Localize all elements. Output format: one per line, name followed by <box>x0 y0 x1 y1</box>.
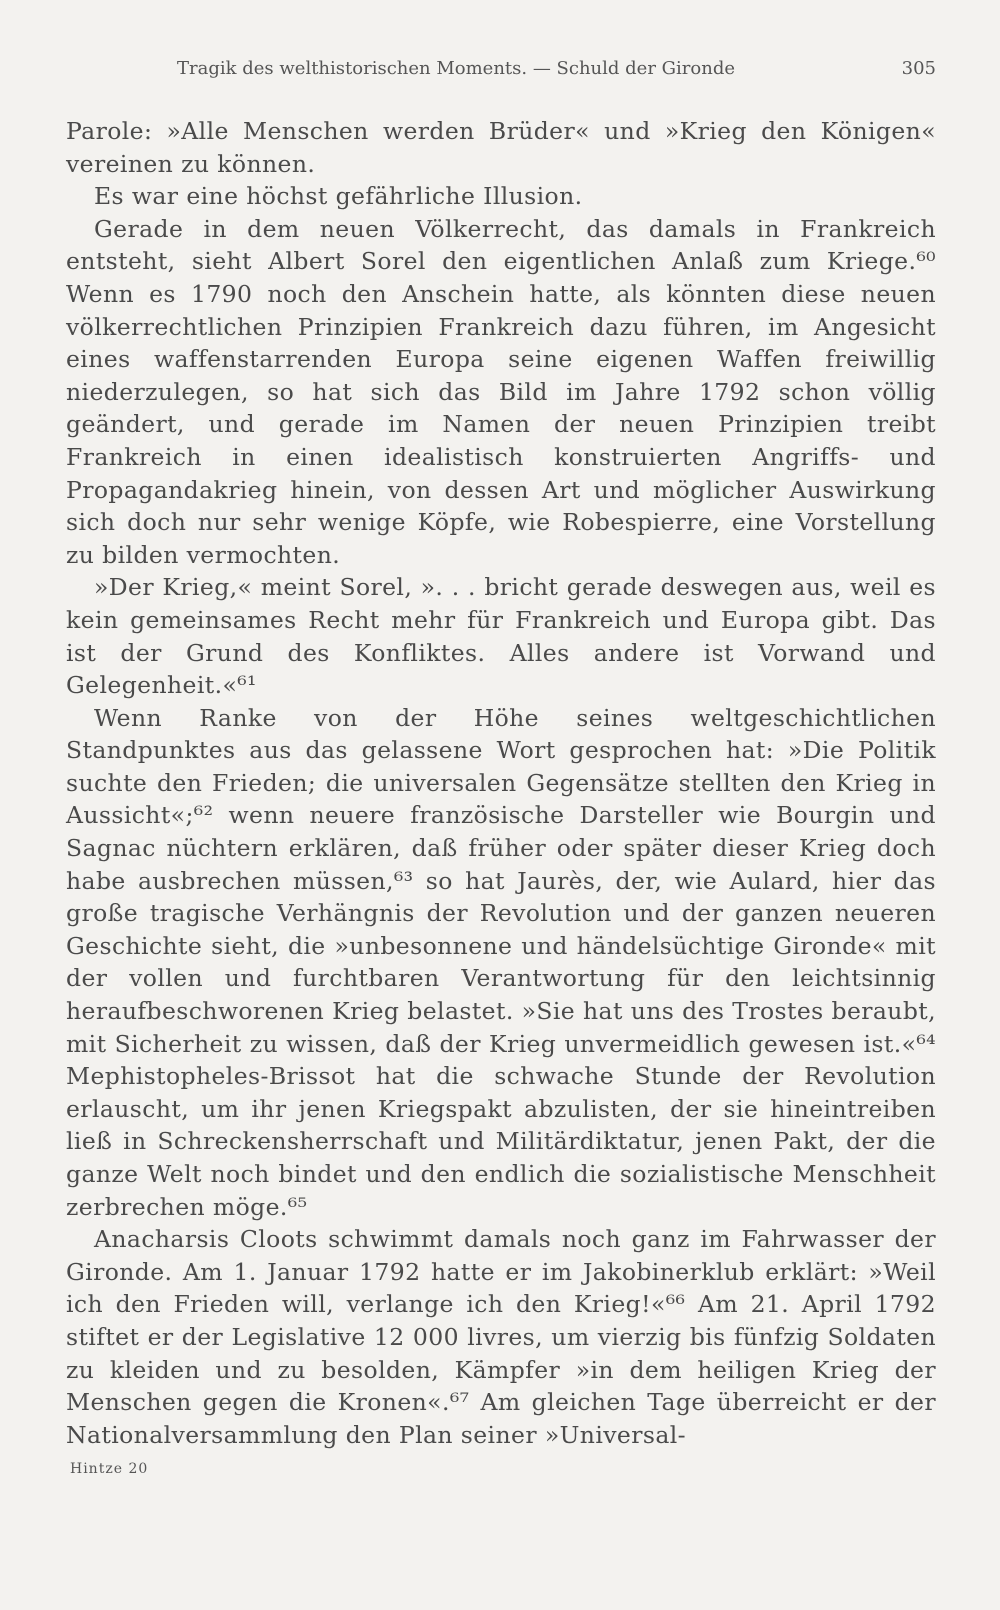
paragraph: Gerade in dem neuen Völkerrecht, das damals in Frankreich entsteht, sieht Albert Sorel den eigentlichen Anlaß zum Kriege.⁶⁰ Wenn es 1790 noch den Anschein hatte, als könnten diese neuen völkerrechtlichen Prinzipien Frankreich dazu führen, im Angesicht eines waffenstarrenden Europa seine eigenen Waffen freiwillig niederzulegen, so hat sich das Bild im Jahre 1792 schon völlig geändert, und gerade im Namen der neuen Prinzipien treibt Frankreich in einen idealistisch konstruierten Angriffs- und Propagandakrieg hinein, von dessen Art und möglicher Auswirkung sich doch nur sehr wenige Köpfe, wie Robespierre, eine Vorstellung zu bilden vermochten. <box>66 214 936 569</box>
page-number: 305 <box>901 58 936 79</box>
body-text <box>66 115 936 1451</box>
paragraph: Parole: »Alle Menschen werden Brüder« und »Krieg den Königen« vereinen zu können. <box>66 117 936 178</box>
paragraph: »Der Krieg,« meint Sorel, ». . . bricht gerade deswegen aus, weil es kein gemeinsames Recht mehr für Frankreich und Europa gibt. Das ist der Grund des Konfliktes. Alles andere ist Vorwand und Gelegenheit.«⁶¹ <box>66 573 936 700</box>
paragraph: Wenn Ranke von der Höhe seines weltgeschichtlichen Standpunktes aus das gelassene Wort gesprochen hat: »Die Politik suchte den Frieden; die universalen Gegensätze stellten den Krieg in Aussicht«;⁶² wenn neuere französische Darsteller wie Bourgin und Sagnac nüchtern erklären, daß früher oder später dieser Krieg doch habe ausbrechen müssen,⁶³ so hat Jaurès, der, wie Aulard, hier das große tragische Verhängnis der Revolution und der ganzen neueren Geschichte sieht, die »unbesonnene und händelsüchtige Gironde« mit der vollen und furchtbaren Verantwortung für den leichtsinnig heraufbeschworenen Krieg belastet. »Sie hat uns des Trostes beraubt, mit Sicherheit zu wissen, daß der Krieg unvermeidlich gewesen ist.«⁶⁴ Mephistopheles-Brissot hat die schwache Stunde der Revolution erlauscht, um ihr jenen Kriegspakt abzulisten, der sie hineintreiben ließ in Schreckensherrschaft und Militärdiktatur, jenen Pakt, der die ganze Welt noch bindet und den endlich die sozialistische Menschheit zerbrechen möge.⁶⁵ <box>66 703 936 1221</box>
signature-mark: Hintze 20 <box>70 1461 149 1477</box>
page-header <box>66 58 936 88</box>
paragraph: Anacharsis Cloots schwimmt damals noch ganz im Fahrwasser der Gironde. Am 1. Januar 1792 hatte er im Jakobinerklub erklärt: »Weil ich den Frieden will, verlange ich den Krieg!«⁶⁶ Am 21. April 1792 stiftet er der Legislative 12 000 livres, um vierzig bis fünfzig Soldaten zu kleiden und zu besolden, Kämpfer »in dem heiligen Krieg der Menschen gegen die Kronen«.⁶⁷ Am gleichen Tage überreicht er der Nationalversammlung den Plan seiner »Universal- <box>66 1225 936 1449</box>
running-title: Tragik des welthistorischen Moments. — Schuld der Gironde <box>177 58 735 79</box>
paragraph: Es war eine höchst gefährliche Illusion. <box>94 182 583 211</box>
